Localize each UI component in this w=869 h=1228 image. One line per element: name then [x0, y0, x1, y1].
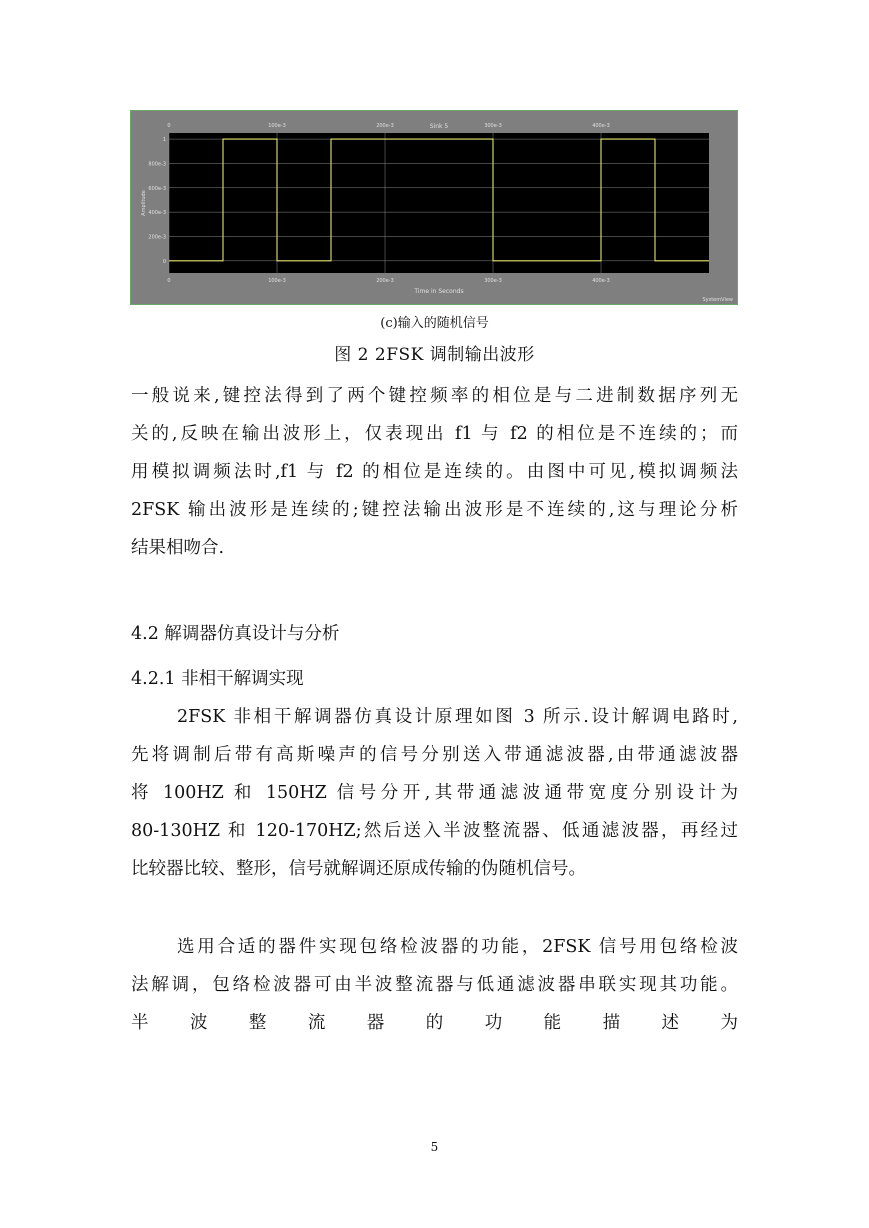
text-line: 用模拟调频法时,f1 与 f2 的相位是连续的。由图中可见,模拟调频法 [131, 462, 738, 482]
text-line: 2FSK 输出波形是连续的;键控法输出波形是不连续的,这与理论分析 [131, 500, 738, 520]
text-line: 80-130HZ 和 120-170HZ;然后送入半波整流器、低通滤波器，再经过 [131, 821, 738, 841]
y-tick-labels [148, 137, 166, 265]
x-tick-label: 300e-3 [484, 278, 502, 284]
text-line: 比较器比较、整形，信号就解调还原成传输的伪随机信号。 [131, 859, 586, 879]
text-line: 2FSK 非相干解调器仿真设计原理如图 3 所示.设计解调电路时, [177, 707, 738, 727]
text-line: 一般说来,键控法得到了两个键控频率的相位是与二进制数据序列无 [131, 386, 738, 406]
y-tick-label: 800e-3 [148, 161, 166, 168]
figure-subcaption: (c)输入的随机信号 [380, 316, 489, 331]
section-heading: 4.2 解调器仿真设计与分析 [131, 624, 340, 644]
paragraph-2 [131, 698, 738, 888]
text-line: 结果相吻合. [131, 538, 225, 558]
x-axis-label: Time in Seconds [414, 288, 464, 295]
figure-caption: 图 2 2FSK 调制输出波形 [334, 345, 535, 365]
text-line: 选用合适的器件实现包络检波器的功能，2FSK 信号用包络检波 [177, 937, 738, 957]
y-tick-label: 1 [162, 137, 166, 144]
plot-title: Sink 5 [429, 123, 449, 130]
y-tick-label: 200e-3 [148, 234, 166, 241]
paragraph-3 [131, 928, 738, 1042]
x-tick-label: 100e-3 [268, 278, 286, 284]
x-tick-label: 400e-3 [592, 278, 610, 284]
y-tick-label: 400e-3 [148, 210, 166, 217]
text-line: 将 100HZ 和 150HZ 信号分开,其带通滤波通带宽度分别设计为 [131, 783, 738, 803]
plot-area [169, 133, 709, 273]
text-line: 关的,反映在输出波形上，仅表现出 f1 与 f2 的相位是不连续的；而 [131, 424, 738, 444]
watermark: SystemView [702, 297, 733, 303]
x-tick-label: 200e-3 [376, 278, 394, 284]
text-line: 法解调，包络检波器可由半波整流器与低通滤波器串联实现其功能。 [131, 975, 738, 995]
x-tick-labels-top [167, 123, 609, 129]
x-tick-label: 400e-3 [592, 123, 610, 129]
text-line: 半 波 整 流 器 的 功 能 描 述 为 [131, 1013, 738, 1033]
x-tick-label: 0 [167, 123, 171, 129]
waveform-plot [130, 110, 738, 305]
text-line: 先将调制后带有高斯噪声的信号分别送入带通滤波器,由带通滤波器 [131, 745, 738, 765]
x-tick-label: 200e-3 [376, 123, 394, 129]
x-tick-label: 100e-3 [268, 123, 286, 129]
x-tick-label: 300e-3 [484, 123, 502, 129]
y-axis-label: Amplitude [141, 190, 147, 216]
y-tick-label: 600e-3 [148, 185, 166, 192]
x-tick-labels-bottom [167, 278, 609, 284]
y-tick-label: 0 [162, 258, 166, 265]
x-tick-label: 0 [167, 278, 171, 284]
subsection-heading: 4.2.1 非相干解调实现 [131, 669, 304, 689]
paragraph-1 [131, 377, 738, 567]
plot-svg [131, 111, 737, 304]
page-number: 5 [430, 1140, 439, 1154]
